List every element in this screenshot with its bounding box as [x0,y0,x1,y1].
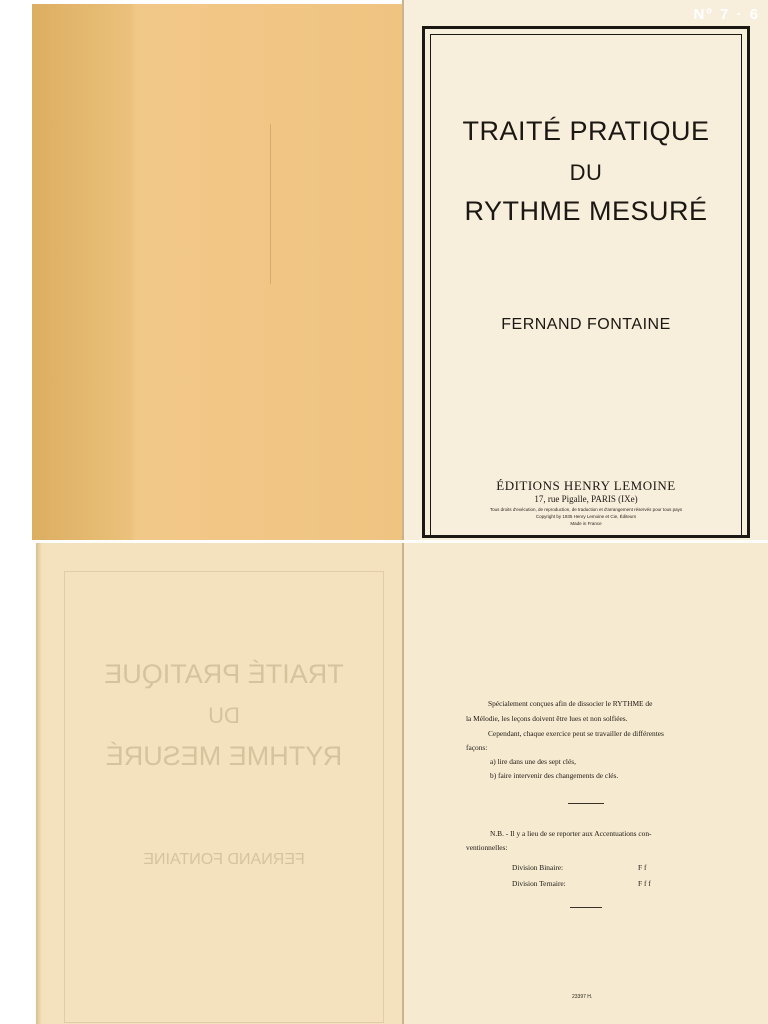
ternary-division-label: Division Ternaire: [512,879,566,888]
ghost-author: FERNAND FONTAINE [143,851,305,868]
spine-strip [32,4,132,540]
plate-number: 23397 H. [572,994,593,1000]
blank-cover-page [32,4,402,540]
publisher-address: 17, rue Pigalle, PARIS (IXe) [534,494,638,504]
option-a: a) lire dans une des sept clés, [490,757,576,766]
ghost-title-line-1: TRAITÉ PRATIQUE [104,659,344,689]
option-b: b) faire intervenir des changements de clés. [490,771,619,780]
separator-rule-1 [568,803,604,804]
notes-page [404,543,768,1024]
nb-line-2: ventionnelles: [466,843,508,852]
method-line-1: Cependant, chaque exercice peut se travailler de différentes [488,729,664,738]
intro-line-1: Spécialement conçues afin de dissocier le RYTHME de [488,699,653,708]
paper-crease [270,124,271,284]
bottom-spread [0,543,768,1024]
page-edge [36,543,42,1024]
ghost-title-line-2: DU [208,703,240,728]
title-frame-inner [430,34,742,538]
book-title-line-1: TRAITÉ PRATIQUE [462,116,710,146]
showthrough-page [36,543,404,1024]
publisher-name: ÉDITIONS HENRY LEMOINE [496,478,676,493]
library-stamp: Nº 7 · 6 [693,6,760,23]
book-title-line-3: RYTHME MESURÉ [464,196,708,226]
ghost-frame [64,571,384,1023]
made-in-france: Made in France [570,521,602,526]
book-title-line-2: DU [569,160,603,185]
intro-line-2: la Mélodie, les leçons doivent être lues et non solfiées. [466,714,628,723]
title-page [404,0,768,540]
copyright-notice: Copyright by 1935 Henry Lemoine et Cie, Éditeurs [535,514,637,519]
rights-notice: Tous droits d'exécution, de reproduction, de traduction et d'arrangement réservés pour tous pays [489,507,683,512]
binary-division-label: Division Binaire: [512,863,564,872]
ghost-title-line-3: RYTHME MESURÉ [105,741,343,771]
ternary-division-value: F f f [638,879,651,888]
author-name: FERNAND FONTAINE [501,316,671,333]
gutter-top [402,0,404,540]
binary-division-value: F f [638,863,647,872]
gutter-bottom [402,543,404,1024]
separator-rule-2 [570,907,602,908]
method-line-2: façons: [466,743,488,752]
nb-line-1: N.B. - Il y a lieu de se reporter aux Accentuations con- [490,829,652,838]
